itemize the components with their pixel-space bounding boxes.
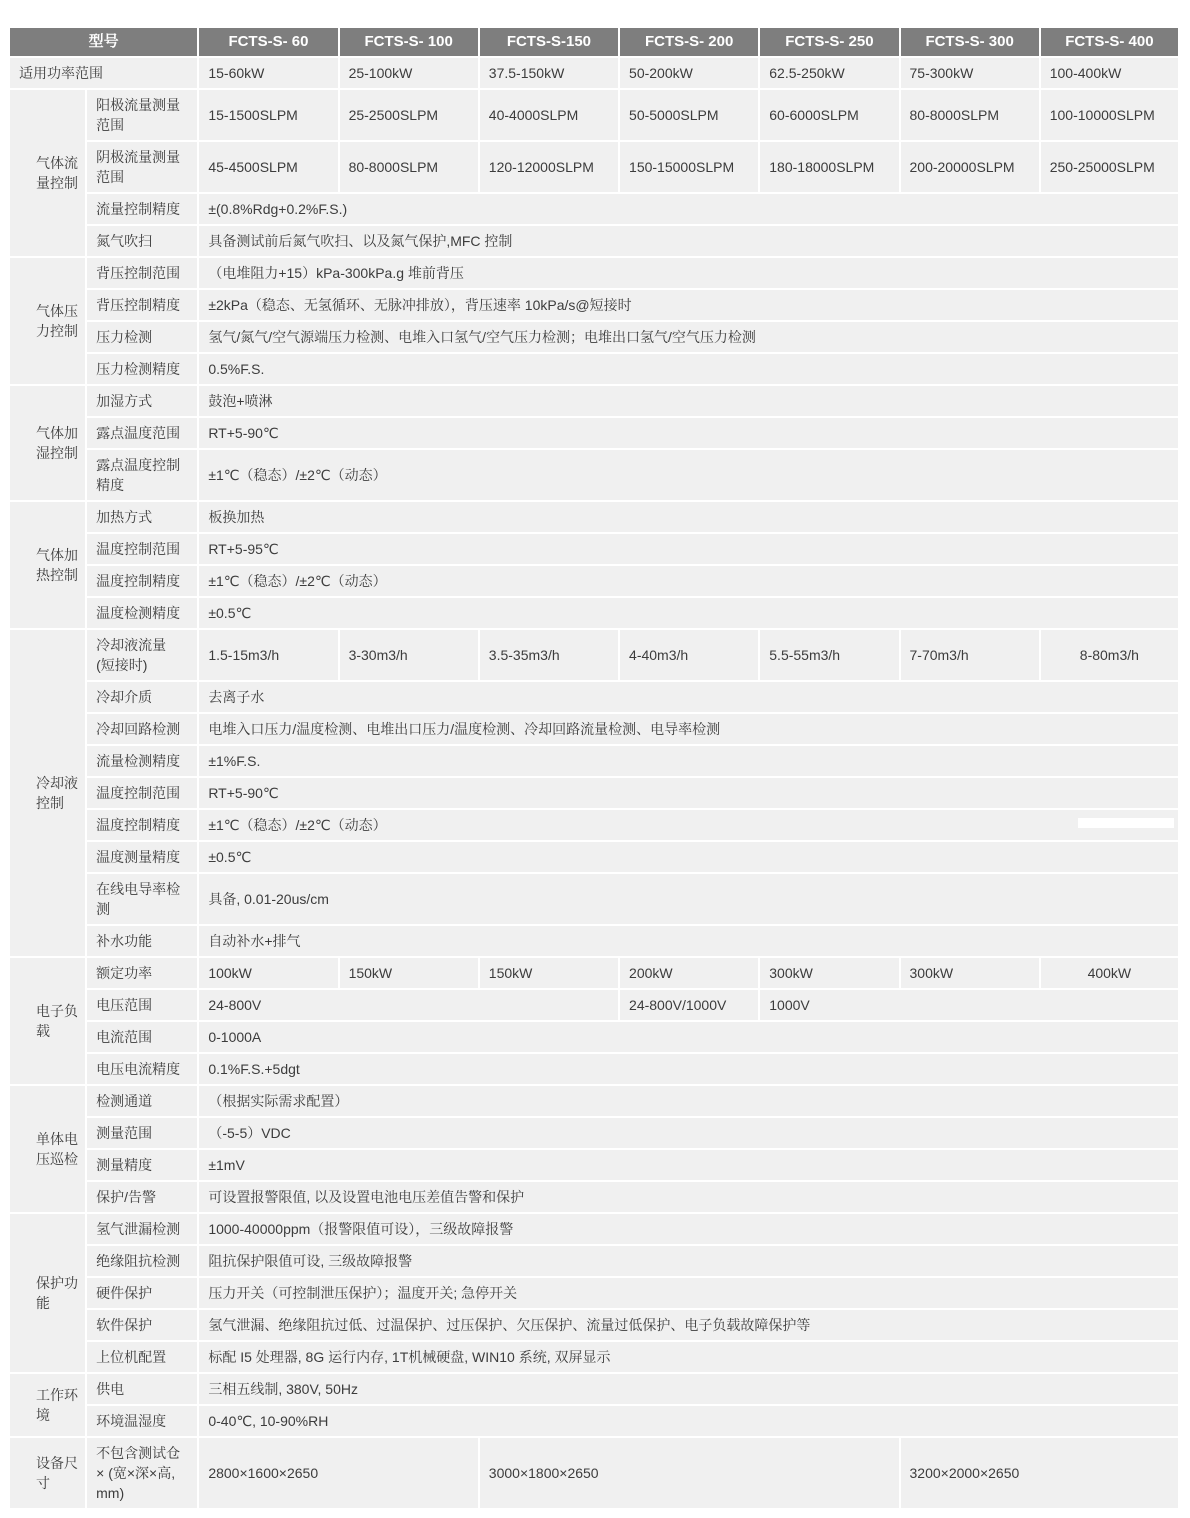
model-column-header: FCTS-S- 250: [760, 28, 898, 56]
spec-value-cell: 120-12000SLPM: [480, 142, 618, 192]
spec-value-cell: （电堆阻力+15）kPa-300kPa.g 堆前背压: [199, 258, 1178, 288]
spec-row-label: 露点温度控制精度: [87, 450, 197, 500]
spec-row-label: 补水功能: [87, 926, 197, 956]
spec-value-cell: 250-25000SLPM: [1041, 142, 1178, 192]
spec-row-label: 冷却介质: [87, 682, 197, 712]
model-column-header: FCTS-S-150: [480, 28, 618, 56]
table-row: [10, 418, 1178, 448]
spec-row-label: 冷却液流量 (短接时): [87, 630, 197, 680]
spec-row-label: 背压控制精度: [87, 290, 197, 320]
spec-value-cell: 100-10000SLPM: [1041, 90, 1178, 140]
spec-value-cell: 自动补水+排气: [199, 926, 1178, 956]
table-row: [10, 1310, 1178, 1340]
spec-value-cell: ±(0.8%Rdg+0.2%F.S.): [199, 194, 1178, 224]
table-row: [10, 1246, 1178, 1276]
spec-row-label: 温度控制精度: [87, 810, 197, 840]
spec-value-cell: ±1℃（稳态）/±2℃（动态）: [199, 810, 1178, 840]
spec-value-cell: ±0.5℃: [199, 598, 1178, 628]
spec-row-label: 适用功率范围: [10, 58, 197, 88]
spec-value-cell: ±1%F.S.: [199, 746, 1178, 776]
table-row: [10, 778, 1178, 808]
spec-value-cell: 180-18000SLPM: [760, 142, 898, 192]
spec-row-label: 检测通道: [87, 1086, 197, 1116]
white-patch-artifact: [1078, 818, 1174, 828]
spec-row-label: 冷却回路检测: [87, 714, 197, 744]
table-row: [10, 450, 1178, 500]
spec-value-cell: 电堆入口压力/温度检测、电堆出口压力/温度检测、冷却回路流量检测、电导率检测: [199, 714, 1178, 744]
spec-value-cell: 37.5-150kW: [480, 58, 618, 88]
section-group-label: 冷却液控制: [10, 630, 85, 956]
spec-row-label: 硬件保护: [87, 1278, 197, 1308]
spec-value-cell: 50-5000SLPM: [620, 90, 758, 140]
spec-row-label: 压力检测精度: [87, 354, 197, 384]
model-header: 型号: [10, 28, 197, 56]
spec-row-label: 绝缘阻抗检测: [87, 1246, 197, 1276]
spec-value-cell: 40-4000SLPM: [480, 90, 618, 140]
table-row: [10, 926, 1178, 956]
section-group-label: 电子负载: [10, 958, 85, 1084]
table-row: [10, 1150, 1178, 1180]
model-column-header: FCTS-S- 300: [901, 28, 1039, 56]
table-row: [10, 90, 1178, 140]
spec-value-cell: 200-20000SLPM: [901, 142, 1039, 192]
spec-row-label: 氮气吹扫: [87, 226, 197, 256]
spec-row-label: 在线电导率检测: [87, 874, 197, 924]
spec-value-cell: 45-4500SLPM: [199, 142, 337, 192]
table-row: [10, 322, 1178, 352]
spec-value-cell: 300kW: [760, 958, 898, 988]
spec-value-cell: ±1℃（稳态）/±2℃（动态）: [199, 566, 1178, 596]
spec-value-cell: 24-800V: [199, 990, 618, 1020]
spec-row-label: 背压控制范围: [87, 258, 197, 288]
spec-value-cell: 3-30m3/h: [340, 630, 478, 680]
spec-value-cell: RT+5-95℃: [199, 534, 1178, 564]
spec-value-cell: 150-15000SLPM: [620, 142, 758, 192]
table-row: [10, 1086, 1178, 1116]
spec-value-cell: 62.5-250kW: [760, 58, 898, 88]
spec-value-cell: 15-60kW: [199, 58, 337, 88]
table-row: [10, 1214, 1178, 1244]
spec-value-cell: 氢气泄漏、绝缘阻抗过低、过温保护、过压保护、欠压保护、流量过低保护、电子负载故障保护等: [199, 1310, 1178, 1340]
table-row: [10, 258, 1178, 288]
section-group-label: 气体加热控制: [10, 502, 85, 628]
spec-value-cell: （-5-5）VDC: [199, 1118, 1178, 1148]
spec-row-label: 露点温度范围: [87, 418, 197, 448]
spec-value-cell: 200kW: [620, 958, 758, 988]
spec-row-label: 测量精度: [87, 1150, 197, 1180]
spec-value-cell: 去离子水: [199, 682, 1178, 712]
table-row: [10, 630, 1178, 680]
spec-row-label: 温度控制范围: [87, 778, 197, 808]
spec-value-cell: 具备测试前后氮气吹扫、以及氮气保护,MFC 控制: [199, 226, 1178, 256]
spec-value-cell: ±0.5℃: [199, 842, 1178, 872]
table-row: [10, 714, 1178, 744]
spec-table: [8, 26, 1180, 1510]
spec-value-cell: 1000-40000ppm（报警限值可设），三级故障报警: [199, 1214, 1178, 1244]
section-group-label: 气体加湿控制: [10, 386, 85, 500]
spec-value-cell: 0.1%F.S.+5dgt: [199, 1054, 1178, 1084]
spec-value-cell: 三相五线制, 380V, 50Hz: [199, 1374, 1178, 1404]
spec-value-cell: 25-100kW: [340, 58, 478, 88]
spec-value-cell: ±2kPa（稳态、无氢循环、无脉冲排放），背压速率 10kPa/s@短接时: [199, 290, 1178, 320]
spec-table-body: [10, 58, 1178, 1508]
table-row: [10, 958, 1178, 988]
spec-value-cell: 7-70m3/h: [901, 630, 1039, 680]
spec-value-cell: RT+5-90℃: [199, 418, 1178, 448]
table-row: [10, 566, 1178, 596]
spec-row-label: 温度检测精度: [87, 598, 197, 628]
spec-value-cell: 标配 I5 处理器, 8G 运行内存, 1T机械硬盘, WIN10 系统, 双屏显示: [199, 1342, 1178, 1372]
spec-value-cell: 150kW: [480, 958, 618, 988]
spec-value-cell: 80-8000SLPM: [340, 142, 478, 192]
spec-value-cell: 100kW: [199, 958, 337, 988]
model-column-header: FCTS-S- 100: [340, 28, 478, 56]
table-row: [10, 1054, 1178, 1084]
spec-value-cell: 60-6000SLPM: [760, 90, 898, 140]
spec-row-label: 流量检测精度: [87, 746, 197, 776]
table-row: [10, 1342, 1178, 1372]
spec-value-cell: 15-1500SLPM: [199, 90, 337, 140]
spec-value-cell: 4-40m3/h: [620, 630, 758, 680]
table-row: [10, 598, 1178, 628]
table-row: [10, 1118, 1178, 1148]
model-column-header: FCTS-S- 60: [199, 28, 337, 56]
spec-value-cell: 1000V: [760, 990, 1178, 1020]
spec-value-cell: 150kW: [340, 958, 478, 988]
spec-value-cell: ±1℃（稳态）/±2℃（动态）: [199, 450, 1178, 500]
table-row: [10, 534, 1178, 564]
spec-row-label: 温度控制精度: [87, 566, 197, 596]
spec-value-cell: ±1mV: [199, 1150, 1178, 1180]
spec-value-cell: 板换加热: [199, 502, 1178, 532]
spec-table-head: [10, 28, 1178, 56]
table-row: [10, 1438, 1178, 1508]
table-row: [10, 874, 1178, 924]
table-row: [10, 290, 1178, 320]
spec-row-label: 电压范围: [87, 990, 197, 1020]
spec-row-label: 电流范围: [87, 1022, 197, 1052]
spec-value-cell: 3000×1800×2650: [480, 1438, 899, 1508]
table-row: [10, 682, 1178, 712]
spec-row-label: 阴极流量测量范围: [87, 142, 197, 192]
table-row: [10, 1406, 1178, 1436]
table-row: [10, 142, 1178, 192]
spec-value-cell: 可设置报警限值, 以及设置电池电压差值告警和保护: [199, 1182, 1178, 1212]
spec-row-label: 加热方式: [87, 502, 197, 532]
table-row: [10, 226, 1178, 256]
model-column-header: FCTS-S- 400: [1041, 28, 1178, 56]
spec-row-label: 测量范围: [87, 1118, 197, 1148]
table-row: [10, 354, 1178, 384]
section-group-label: 设备尺寸: [10, 1438, 85, 1508]
spec-row-label: 不包含测试仓 × (宽×深×高, mm): [87, 1438, 197, 1508]
spec-value-cell: 压力开关（可控制泄压保护）；温度开关; 急停开关: [199, 1278, 1178, 1308]
table-row: [10, 58, 1178, 88]
spec-row-label: 流量控制精度: [87, 194, 197, 224]
table-row: [10, 386, 1178, 416]
model-column-header: FCTS-S- 200: [620, 28, 758, 56]
table-row: [10, 502, 1178, 532]
table-row: [10, 1278, 1178, 1308]
table-row: [10, 1182, 1178, 1212]
spec-value-cell: 1.5-15m3/h: [199, 630, 337, 680]
spec-row-label: 软件保护: [87, 1310, 197, 1340]
spec-row-label: 氢气泄漏检测: [87, 1214, 197, 1244]
spec-row-label: 电压电流精度: [87, 1054, 197, 1084]
spec-value-cell: 氢气/氮气/空气源端压力检测、电堆入口氢气/空气压力检测；电堆出口氢气/空气压力检测: [199, 322, 1178, 352]
table-row: [10, 1374, 1178, 1404]
section-group-label: 气体流量控制: [10, 90, 85, 256]
spec-row-label: 加湿方式: [87, 386, 197, 416]
spec-value-cell: 300kW: [901, 958, 1039, 988]
section-group-label: 气体压力控制: [10, 258, 85, 384]
spec-row-label: 环境温湿度: [87, 1406, 197, 1436]
spec-row-label: 额定功率: [87, 958, 197, 988]
spec-value-cell: 具备, 0.01-20us/cm: [199, 874, 1178, 924]
table-row: [10, 1022, 1178, 1052]
table-row: [10, 842, 1178, 872]
spec-value-cell: 2800×1600×2650: [199, 1438, 477, 1508]
spec-value-cell: 25-2500SLPM: [340, 90, 478, 140]
spec-value-cell: 鼓泡+喷淋: [199, 386, 1178, 416]
spec-row-label: 供电: [87, 1374, 197, 1404]
spec-value-cell: 24-800V/1000V: [620, 990, 758, 1020]
spec-row-label: 上位机配置: [87, 1342, 197, 1372]
spec-value-cell: 0-1000A: [199, 1022, 1178, 1052]
spec-row-label: 保护/告警: [87, 1182, 197, 1212]
table-row: [10, 746, 1178, 776]
table-row: [10, 990, 1178, 1020]
spec-value-cell: 80-8000SLPM: [901, 90, 1039, 140]
spec-row-label: 压力检测: [87, 322, 197, 352]
section-group-label: 保护功能: [10, 1214, 85, 1372]
spec-value-cell: 75-300kW: [901, 58, 1039, 88]
spec-value-cell: 5.5-55m3/h: [760, 630, 898, 680]
spec-value-cell: （根据实际需求配置）: [199, 1086, 1178, 1116]
spec-value-cell: 50-200kW: [620, 58, 758, 88]
spec-value-cell: 阻抗保护限值可设, 三级故障报警: [199, 1246, 1178, 1276]
spec-value-cell: RT+5-90℃: [199, 778, 1178, 808]
spec-value-cell: 3200×2000×2650: [901, 1438, 1179, 1508]
section-group-label: 单体电压巡检: [10, 1086, 85, 1212]
spec-value-cell: 400kW: [1041, 958, 1178, 988]
spec-value-cell: 8-80m3/h: [1041, 630, 1178, 680]
spec-value-cell: 0-40℃, 10-90%RH: [199, 1406, 1178, 1436]
spec-value-cell: 3.5-35m3/h: [480, 630, 618, 680]
spec-value-cell: 0.5%F.S.: [199, 354, 1178, 384]
spec-row-label: 温度控制范围: [87, 534, 197, 564]
header-row: [10, 28, 1178, 56]
section-group-label: 工作环境: [10, 1374, 85, 1436]
table-row: [10, 810, 1178, 840]
spec-row-label: 阳极流量测量范围: [87, 90, 197, 140]
spec-value-cell: 100-400kW: [1041, 58, 1178, 88]
table-row: [10, 194, 1178, 224]
spec-row-label: 温度测量精度: [87, 842, 197, 872]
